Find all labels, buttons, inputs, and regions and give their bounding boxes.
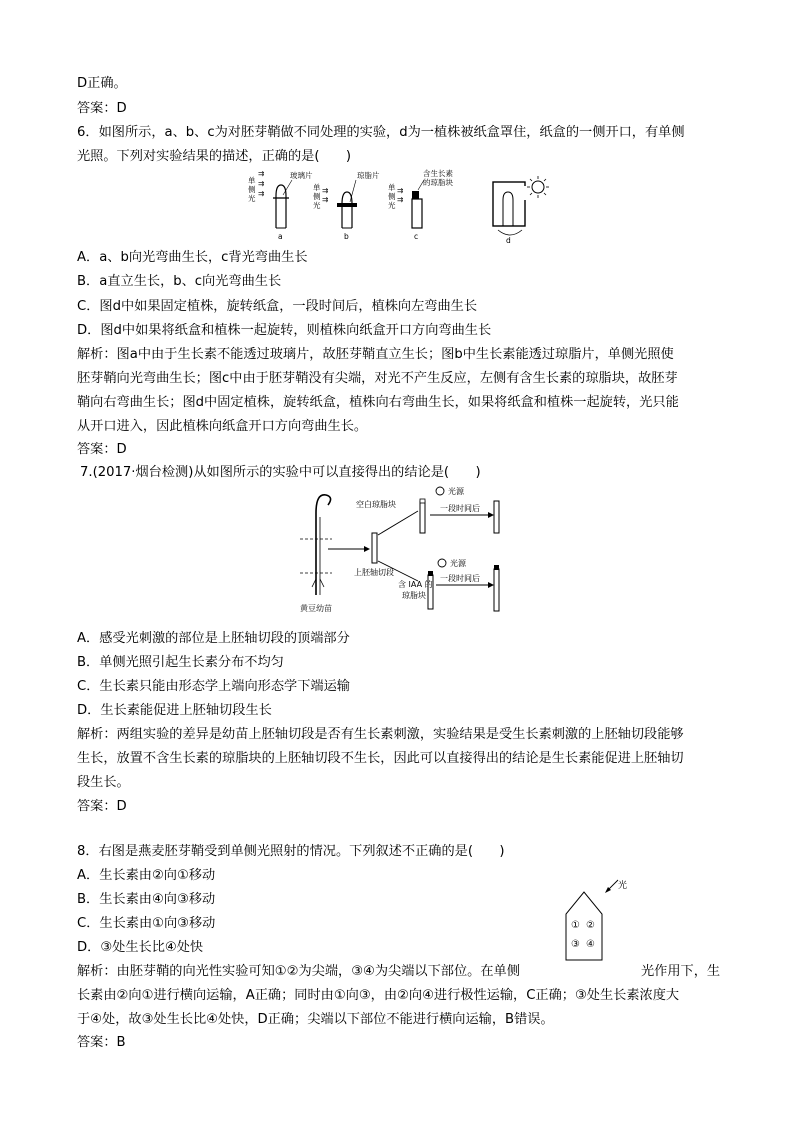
q6-label-a: a	[278, 232, 283, 241]
q7-upper-result	[494, 501, 499, 533]
q7-lower-result	[494, 569, 499, 611]
q6-option-d: D．图d中如果将纸盒和植株一起旋转，则植株向纸盒开口方向弯曲生长	[77, 323, 492, 338]
q8-pos-2: ②	[586, 920, 595, 931]
question-8-stem: 8．右图是燕麦胚芽鞘受到单侧光照射的情况。下列叙述不正确的是( )	[77, 844, 505, 859]
q7-answer: 答案：D	[77, 799, 127, 814]
q6-rotate-arrow	[498, 230, 522, 235]
q8-option-d: D．③处生长比④处快	[77, 940, 204, 955]
svg-text:单侧光: 单侧光	[388, 183, 396, 210]
q6-answer: 答案：D	[77, 442, 127, 457]
q7-seedling-label: 黄豆幼苗	[300, 604, 332, 613]
svg-text:⇉: ⇉	[258, 189, 265, 198]
q7-light2: 光源	[450, 559, 466, 568]
q6-auxin-label-2: 的琼脂块	[423, 178, 453, 187]
q8-analysis-3: 于④处，故③处生长比④处快，D正确；尖端以下部位不能进行横向运输，B错误。	[77, 1012, 554, 1027]
q6-auxin-label-1: 含生长素	[423, 169, 453, 178]
q7-option-b: B．单侧光照引起生长素分布不均匀	[77, 655, 284, 670]
q6-analysis-2: 胚芽鞘向光弯曲生长；图c中由于胚芽鞘没有尖端，对光不产生反应，左侧有含生长素的琼脂块，故胚芽	[77, 371, 678, 386]
question-6-stem-cont: 光照。下列对实验结果的描述，正确的是( )	[77, 149, 352, 164]
q7-iaa-1: 含 IAA 的	[398, 580, 433, 589]
q8-answer: 答案：B	[77, 1035, 126, 1050]
q6-coleoptile-a	[276, 185, 286, 228]
q8-analysis-2: 长素由②向①进行横向运输，A正确；同时由①向③，由②向④进行极性运输，C正确；③处生长素浓度大	[77, 988, 680, 1003]
q7-analysis-1: 解析：两组实验的差异是幼苗上胚轴切段是否有生长素刺激，实验结果是受生长素刺激的上胚轴切段能够	[77, 727, 684, 742]
q7-sun-icon-2	[438, 559, 446, 567]
q6-agar-label: 琼脂片	[357, 171, 380, 180]
q6-analysis-3: 鞘向右弯曲生长；图d中固定植株，旋转纸盒，植株向右弯曲生长，如果将纸盒和植株一起旋转，光只能	[77, 395, 679, 410]
svg-text:单侧光: 单侧光	[313, 183, 321, 210]
q7-analysis-2: 生长，放置不含生长素的琼脂块的上胚轴切段不生长，因此可以直接得出的结论是生长素能促进上胚轴切	[77, 751, 684, 766]
q7-sun-icon-1	[436, 487, 444, 495]
q7-option-c: C．生长素只能由形态学上端向形态学下端运输	[77, 679, 350, 694]
q7-option-d: D．生长素能促进上胚轴切段生长	[77, 703, 272, 718]
q6-figure	[240, 168, 560, 246]
q8-light-label: 光	[618, 881, 628, 891]
q8-figure	[562, 876, 642, 966]
q7-figure	[292, 483, 512, 618]
q6-agar-plate	[337, 203, 357, 207]
q7-light1: 光源	[448, 487, 464, 496]
q6-sun-icon	[532, 181, 544, 193]
text-line: D正确。	[77, 76, 127, 91]
q6-analysis-4: 从开口进入，因此植株向纸盒开口方向弯曲生长。	[77, 419, 368, 434]
q7-iaa-2: 琼脂块	[402, 591, 426, 600]
q6-label-b: b	[344, 232, 349, 241]
q8-pos-3: ③	[571, 939, 580, 950]
svg-text:⇉: ⇉	[322, 186, 329, 195]
q6-label-d: d	[506, 236, 511, 245]
q6-light-label-a: 单侧光	[248, 176, 256, 203]
q7-after1: 一段时间后	[440, 504, 480, 513]
q8-analysis-1b: 光作用下，生	[641, 964, 721, 979]
q7-after2: 一段时间后	[440, 574, 480, 583]
q6-auxin-agar	[412, 191, 419, 199]
q8-analysis-1: 解析：由胚芽鞘的向光性实验可知①②为尖端，③④为尖端以下部位。在单侧	[77, 964, 520, 979]
q8-option-b: B．生长素由④向③移动	[77, 892, 216, 907]
question-6-stem: 6．如图所示，a、b、c为对胚芽鞘做不同处理的实验，d为一植株被纸盒罩住，纸盒的一侧开口，有单侧	[77, 125, 685, 140]
q6-label-c: c	[414, 232, 419, 241]
q6-coleoptile-c	[412, 199, 422, 228]
svg-text:⇉: ⇉	[397, 195, 404, 204]
q8-option-a: A．生长素由②向①移动	[77, 868, 216, 883]
q6-option-b: B．a直立生长，b、c向光弯曲生长	[77, 274, 282, 289]
answer-line: 答案：D	[77, 101, 127, 116]
q6-plant-d	[503, 192, 513, 226]
q7-upper-segment	[420, 501, 425, 533]
q7-option-a: A．感受光刺激的部位是上胚轴切段的顶端部分	[77, 631, 350, 646]
q8-pos-4: ④	[586, 939, 595, 950]
q6-option-c: C．图d中如果固定植株，旋转纸盒，一段时间后，植株向左弯曲生长	[77, 299, 478, 314]
svg-text:⇉: ⇉	[397, 186, 404, 195]
q7-blank-agar-label: 空白琼脂块	[356, 500, 396, 509]
q6-box-d	[493, 182, 525, 226]
q7-segment	[372, 533, 377, 563]
q8-option-c: C．生长素由①向③移动	[77, 916, 216, 931]
q6-light-arrows-a: ⇉	[258, 169, 265, 178]
q6-glass-label: 玻璃片	[290, 171, 313, 180]
q8-pos-1: ①	[571, 920, 580, 931]
svg-text:⇉: ⇉	[322, 195, 329, 204]
q7-analysis-3: 段生长。	[77, 775, 130, 790]
svg-text:⇉: ⇉	[258, 179, 265, 188]
q6-coleoptile-b	[342, 192, 352, 228]
q6-analysis-1: 解析：图a中由于生长素不能透过玻璃片，故胚芽鞘直立生长；图b中生长素能透过琼脂片，单侧光照使	[77, 347, 674, 362]
q7-segment-label: 上胚轴切段	[354, 568, 394, 577]
q6-option-a: A．a、b向光弯曲生长，c背光弯曲生长	[77, 250, 308, 265]
question-7-stem: 7.(2017·烟台检测)从如图所示的实验中可以直接得出的结论是( )	[80, 465, 481, 480]
q7-seedling	[316, 495, 331, 595]
